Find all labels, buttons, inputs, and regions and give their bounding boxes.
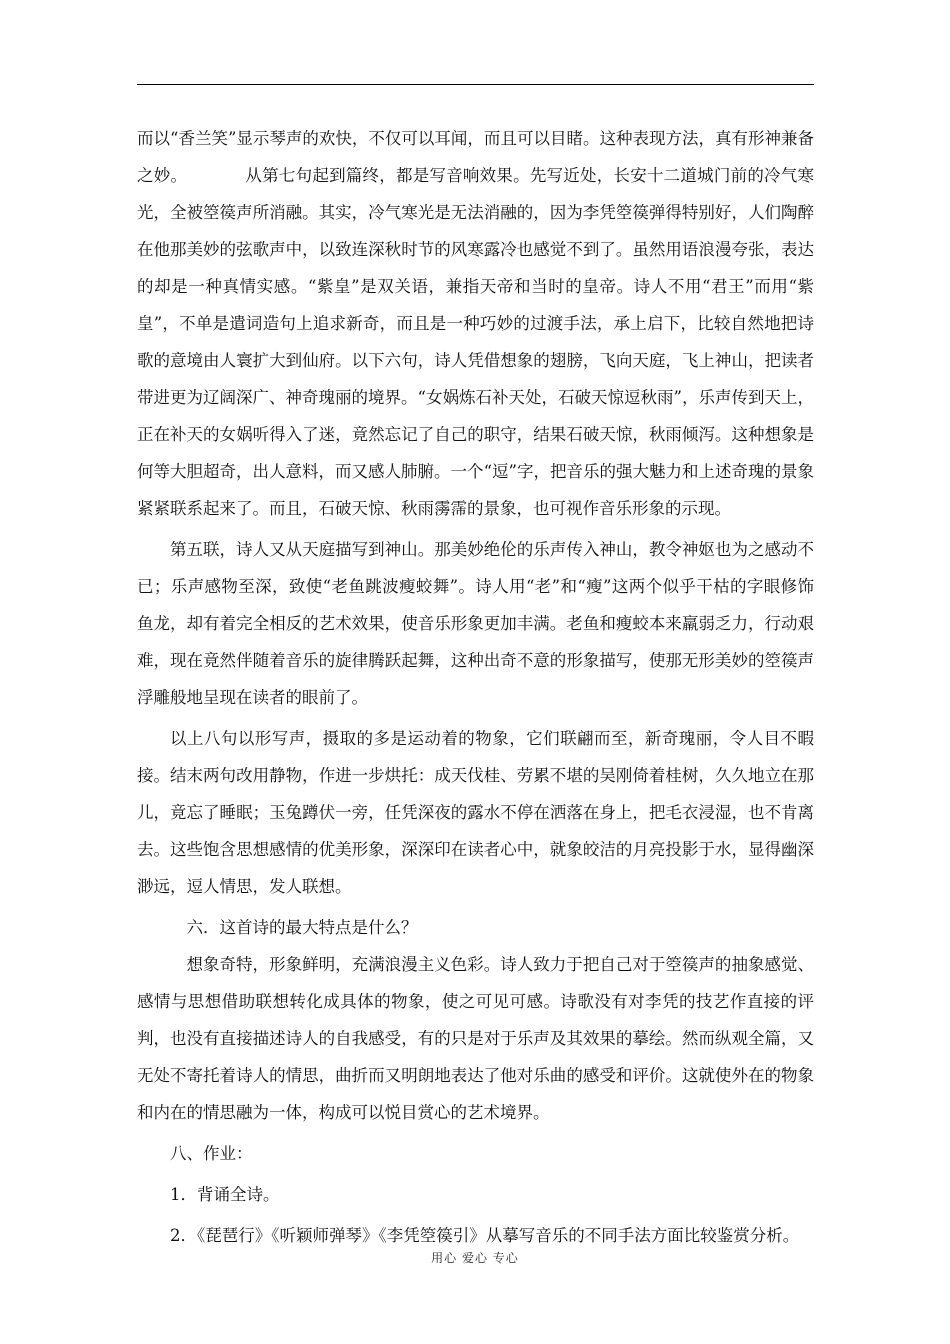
paragraph-1a: 而以“香兰笑”显示琴声的欢快，不仅可以耳闻，而且可以目睹。这种表现方法，真有形神兼备之妙。 — [137, 129, 814, 185]
document-body — [137, 120, 814, 1254]
paragraph-3: 以上八句以形写声，摄取的多是运动着的物象，它们联翩而至，新奇瑰丽，令人目不暇接。结末两句改用静物，作进一步烘托：成天伐桂、劳累不堪的吴刚倚着桂树，久久地立在那儿，竟忘了睡眠；玉兔蹲伏一旁，任凭深夜的露水不停在洒落在身上，把毛衣浸湿，也不肯离去。这些饱含思想感情的优美形象，深深印在读者心中，就象皎洁的月亮投影于水，显得幽深渺远，逗人情思，发人联想。 — [137, 729, 814, 896]
answer-6: 想象奇特，形象鲜明，充满浪漫主义色彩。诗人致力于把自己对于箜篌声的抽象感觉、感情与思想借助联想转化成具体的物象，使之可见可感。诗歌没有对李凭的技艺作直接的评判，也没有直接描述诗人的自我感受，有的只是对于乐声及其效果的摹绘。然而纵观全篇，又无处不寄托着诗人的情思，曲折而又明朗地表达了他对乐曲的感受和评价。这就使外在的物象和内在的情思融为一体，构成可以悦目赏心的艺术境界。 — [137, 955, 814, 1122]
paragraph-2: 第五联，诗人又从天庭描写到神山。那美妙绝伦的乐声传入神山，教令神妪也为之感动不已；乐声感物至深，致使“老鱼跳波瘦蛟舞”。诗人用“老”和“瘦”这两个似乎干枯的字眼修饰鱼龙，却有着完全相反的艺术效果，使音乐形象更加丰满。老鱼和瘦蛟本来羸弱乏力，行动艰难，现在竟然伴随着音乐的旋律腾跃起舞，这种出奇不意的形象描写，使那无形美妙的箜篌声浮雕般地呈现在读者的眼前了。 — [137, 540, 814, 707]
header-rule — [137, 84, 814, 85]
homework-title: 八、作业： — [170, 1144, 253, 1163]
homework-item-2: 2．《琵琶行》《听颖师弹琴》《李凭箜篌引》从摹写音乐的不同手法方面比较鉴赏分析。 — [170, 1226, 800, 1245]
page-footer: 用心 爱心 专心 — [431, 1251, 519, 1265]
question-6: 六．这首诗的最大特点是什么？ — [186, 918, 418, 937]
paragraph-1 — [137, 120, 814, 527]
homework-item-1: 1．背诵全诗。 — [170, 1185, 280, 1204]
paragraph-1b: 从第七句起到篇终，都是写音响效果。先写近处，长安十二道城门前的冷气寒光，全被箜篌声所消融。其实，冷气寒光是无法消融的，因为李凭箜篌弹得特别好，人们陶醉在他那美妙的弦歌声中，以致连深秋时节的风寒露冷也感觉不到了。虽然用语浪漫夸张，表达的却是一种真情实感。“紫皇”是双关语，兼指天帝和当时的皇帝。诗人不用“君王”而用“紫皇”，不单是遣词造句上追求新奇，而且是一种巧妙的过渡手法，承上启下，比较自然地把诗歌的意境由人寰扩大到仙府。以下六句，诗人凭借想象的翅膀，飞向天庭，飞上神山，把读者带进更为辽阔深广、神奇瑰丽的境界。“女娲炼石补天处，石破天惊逗秋雨”，乐声传到天上，正在补天的女娲听得入了迷，竟然忘记了自己的职守，结果石破天惊，秋雨倾泻。这种想象是何等大胆超奇，出人意料，而又感人肺腑。一个“逗”字，把音乐的强大魅力和上述奇瑰的景象紧紧联系起来了。而且，石破天惊、秋雨霶霈的景象，也可视作音乐形象的示现。 — [137, 166, 815, 518]
